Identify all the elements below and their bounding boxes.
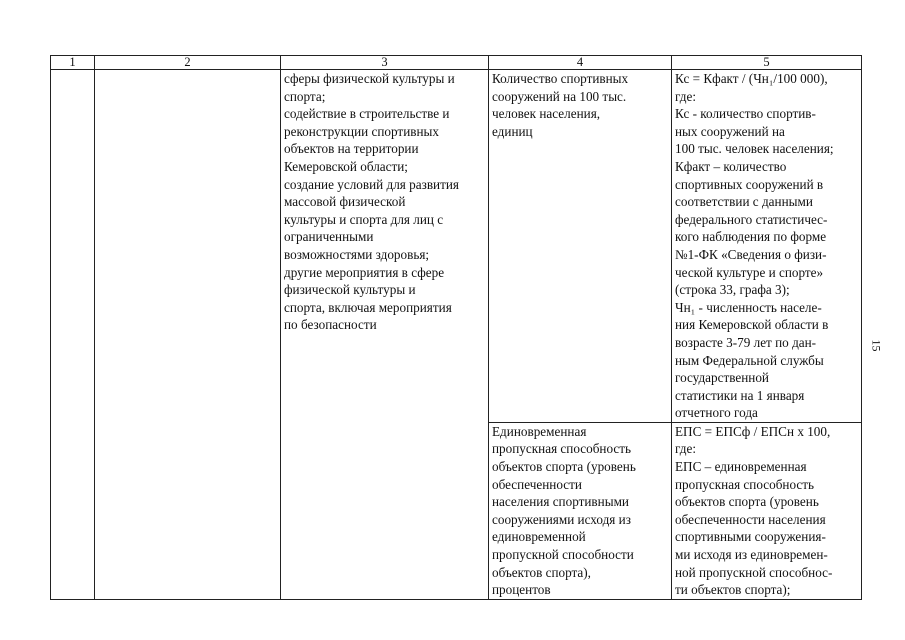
text-line: процентов [492,582,551,598]
text-line: ных сооружений на [675,123,785,139]
text-line: создание условий для развития [284,176,459,192]
text-line: ЕПС = ЕПСф / ЕПСн х 100, [675,423,831,439]
text-line: по безопасности [284,317,377,333]
text-line: физической культуры и [284,282,416,298]
text-line: ческой культуре и спорте» [675,264,824,280]
text-line: ным Федеральной службы [675,352,824,368]
column-header-2: 2 [95,56,281,70]
cell-indicator-capacity [489,422,672,599]
text-line: (строка 33, графа 3); [675,282,790,298]
text-line: отчетного года [675,405,758,421]
text-line: Единовременная [492,423,587,439]
text-line: ограниченными [284,229,374,245]
text-line: человек населения, [492,106,601,122]
text-line: Кемеровской области; [284,158,408,174]
text-line: кого наблюдения по форме [675,229,827,245]
header-row [51,56,862,70]
text-line: возрасте 3-79 лет по дан- [675,334,817,350]
cell-indicator-sport-facilities [489,70,672,423]
text-line: объектов на территории [284,141,419,157]
text-line: Кфакт – количество [675,158,787,174]
text-line: единовременной [492,529,586,545]
text-line: сферы физической культуры и [284,71,455,86]
text-line: обеспеченности [492,476,582,492]
text-line: сооружениями исходя из [492,511,631,527]
document-table [50,55,862,600]
text-line: ти объектов спорта); [675,582,791,598]
column-header-1: 1 [51,56,95,70]
cell-activities [281,70,489,600]
cell-col-1 [51,70,95,600]
text-line: спортивными сооружения- [675,529,826,545]
text-line: государственной [675,370,769,386]
text-line: культуры и спорта для лиц с [284,211,444,227]
table-row [51,70,862,423]
text-line: спорта; [284,88,326,104]
text-line: единиц [492,123,533,139]
text-line: сооружений на 100 тыс. [492,88,627,104]
cell-formula-capacity [672,422,862,599]
text-line: массовой физической [284,194,406,210]
text-line: Чн₁ - численность населе- [675,299,822,315]
page-number: 15 [869,339,884,352]
text-line: реконструкции спортивных [284,123,439,139]
text-line: населения спортивными [492,494,629,510]
text-line: спорта, включая мероприятия [284,299,452,315]
text-line: объектов спорта), [492,564,591,580]
text-line: Кс - количество спортив- [675,106,816,122]
text-line: другие мероприятия в сфере [284,264,445,280]
text-line: пропускная способность [492,441,632,457]
text-line: спортивных сооружений в [675,176,824,192]
text-line: ния Кемеровской области в [675,317,829,333]
text-line: ной пропускной способнос- [675,564,833,580]
cell-col-2 [95,70,281,600]
text-line: статистики на 1 января [675,387,805,403]
text-line: пропускная способность [675,476,815,492]
text-line: объектов спорта (уровень [675,494,819,510]
column-header-5: 5 [672,56,862,70]
text-line: №1-ФК «Сведения о физи- [675,246,827,262]
text-line: возможностями здоровья; [284,246,430,262]
text-line: ми исходя из единовремен- [675,547,828,563]
text-line: где: [675,441,696,457]
text-line: федерального статистичес- [675,211,828,227]
text-line: содействие в строительстве и [284,106,450,122]
text-line: обеспеченности населения [675,511,826,527]
column-header-4: 4 [489,56,672,70]
text-line: Кс = Кфакт / (Чн₁/100 000), [675,71,828,86]
text-line: соответствии с данными [675,194,813,210]
text-line: ЕПС – единовременная [675,459,807,475]
text-line: 100 тыс. человек населения; [675,141,834,157]
column-header-3: 3 [281,56,489,70]
text-line: пропускной способности [492,547,634,563]
text-line: где: [675,88,696,104]
text-line: объектов спорта (уровень [492,459,636,475]
cell-formula-sport-facilities [672,70,862,423]
text-line: Количество спортивных [492,71,629,86]
